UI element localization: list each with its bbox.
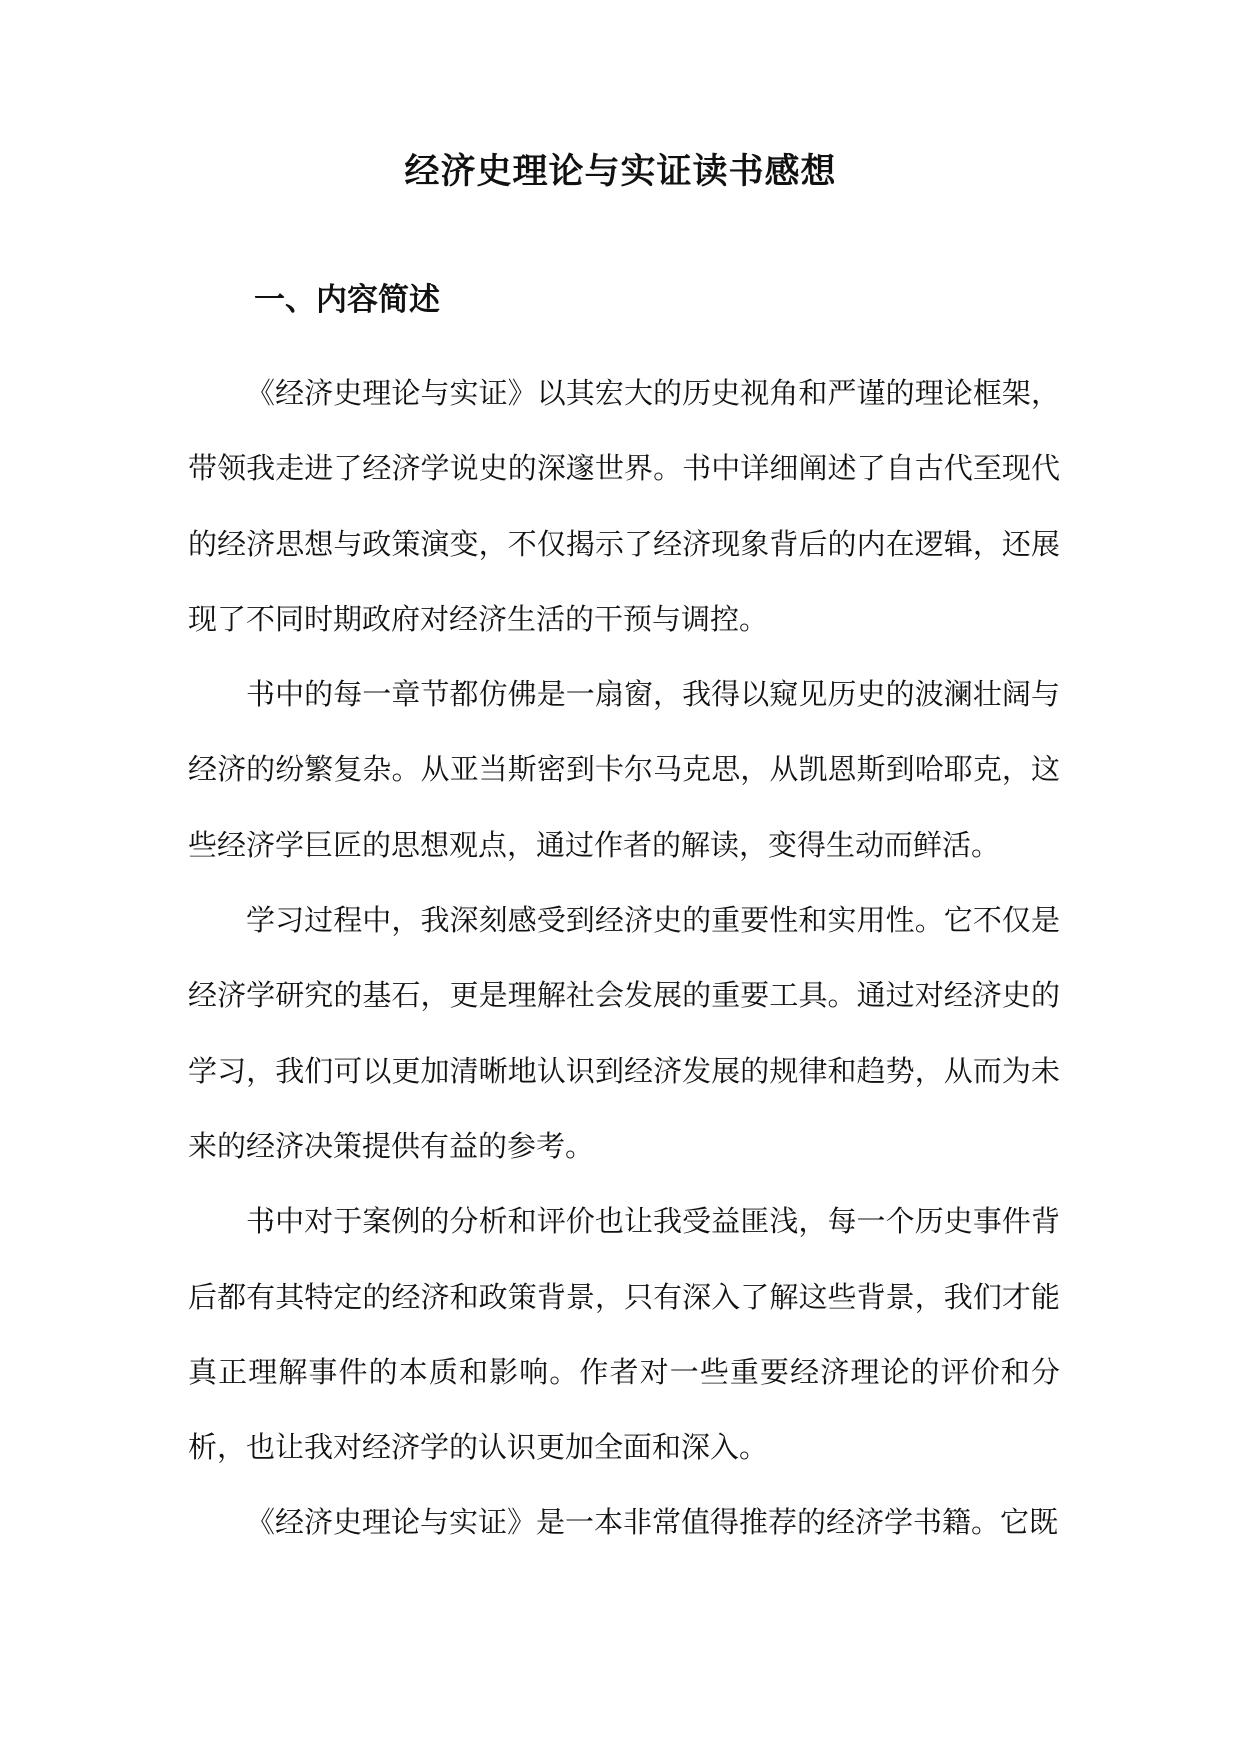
paragraph: 《经济史理论与实证》以其宏大的历史视角和严谨的理论框架，带领我走进了经济学说史的深邃世界。书中详细阐述了自古代至现代的经济思想与政策演变，不仅揭示了经济现象背后的内在逻辑，还展现了不同时期政府对经济生活的干预与调控。 [188,376,1060,636]
section-heading: 一、内容简述 [254,282,440,318]
document-body [188,356,1060,1561]
paragraph: 书中对于案例的分析和评价也让我受益匪浅，每一个历史事件背后都有其特定的经济和政策背景，只有深入了解这些背景，我们才能真正理解事件的本质和影响。作者对一些重要经济理论的评价和分析，也让我对经济学的认识更加全面和深入。 [188,1204,1060,1465]
paragraph: 学习过程中，我深刻感受到经济史的重要性和实用性。它不仅是经济学研究的基石，更是理解社会发展的重要工具。通过对经济史的学习，我们可以更加清晰地认识到经济发展的规律和趋势，从而为未来的经济决策提供有益的参考。 [188,903,1060,1163]
document-title: 经济史理论与实证读书感想 [404,152,837,192]
paragraph: 书中的每一章节都仿佛是一扇窗，我得以窥见历史的波澜壮阔与经济的纷繁复杂。从亚当斯密到卡尔马克思，从凯恩斯到哈耶克，这些经济学巨匠的思想观点，通过作者的解读，变得生动而鲜活。 [188,677,1060,862]
paragraph: 《经济史理论与实证》是一本非常值得推荐的经济学书籍。它既 [246,1505,1059,1540]
